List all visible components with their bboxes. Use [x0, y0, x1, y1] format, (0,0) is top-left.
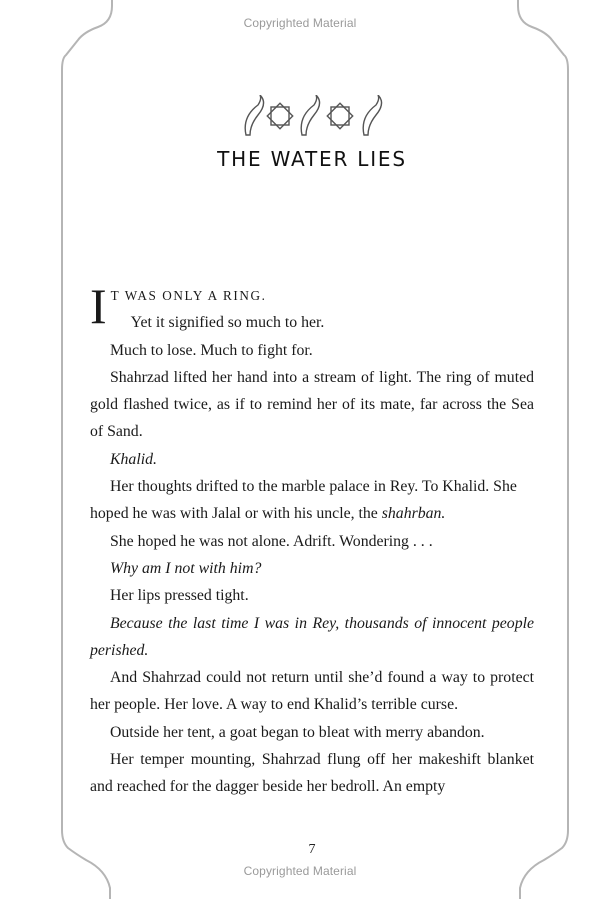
- paragraph: Her lips pressed tight.: [110, 587, 249, 605]
- drop-cap: I: [90, 278, 107, 334]
- paragraph: [90, 473, 534, 528]
- paragraph-italic-word: shahrban.: [381, 505, 446, 523]
- watermark-top: Copyrighted Material: [243, 16, 357, 30]
- paragraph-text: Her thoughts drifted to the marble palace in Rey. To Khalid. She hoped he was with Jalal or with his uncle, the: [90, 478, 517, 523]
- paragraph: Khalid.: [110, 450, 157, 468]
- paragraph: Yet it signified so much to her.: [130, 314, 325, 332]
- paragraph: Outside her tent, a goat began to bleat with merry abandon.: [110, 723, 485, 741]
- paragraph: And Shahrzad could not return until she’d found a way to protect her people. Her love. A way to end Khalid’s terrible curse.: [90, 669, 534, 714]
- page-number: 7: [308, 842, 316, 857]
- paragraph: Why am I not with him?: [110, 559, 262, 577]
- paragraph: Her temper mounting, Shahrzad flung off her makeshift blanket and reached for the dagger beside her bedroll. An empty: [90, 751, 534, 796]
- paragraph: Because the last time I was in Rey, thousands of innocent people perished.: [90, 614, 534, 659]
- watermark-bottom: Copyrighted Material: [243, 864, 357, 878]
- chapter-ornament: [240, 95, 390, 139]
- chapter-title: THE WATER LIES: [217, 147, 407, 171]
- body-text: [90, 278, 534, 801]
- paragraph: She hoped he was not alone. Adrift. Wondering . . .: [110, 532, 433, 550]
- paragraph: Much to lose. Much to fight for.: [110, 341, 313, 359]
- opening-line: T WAS ONLY A RING.: [110, 288, 267, 303]
- paragraph: Shahrzad lifted her hand into a stream of light. The ring of muted gold flashed twice, as if to remind her of its mate, far across the Sea of Sand.: [90, 368, 534, 441]
